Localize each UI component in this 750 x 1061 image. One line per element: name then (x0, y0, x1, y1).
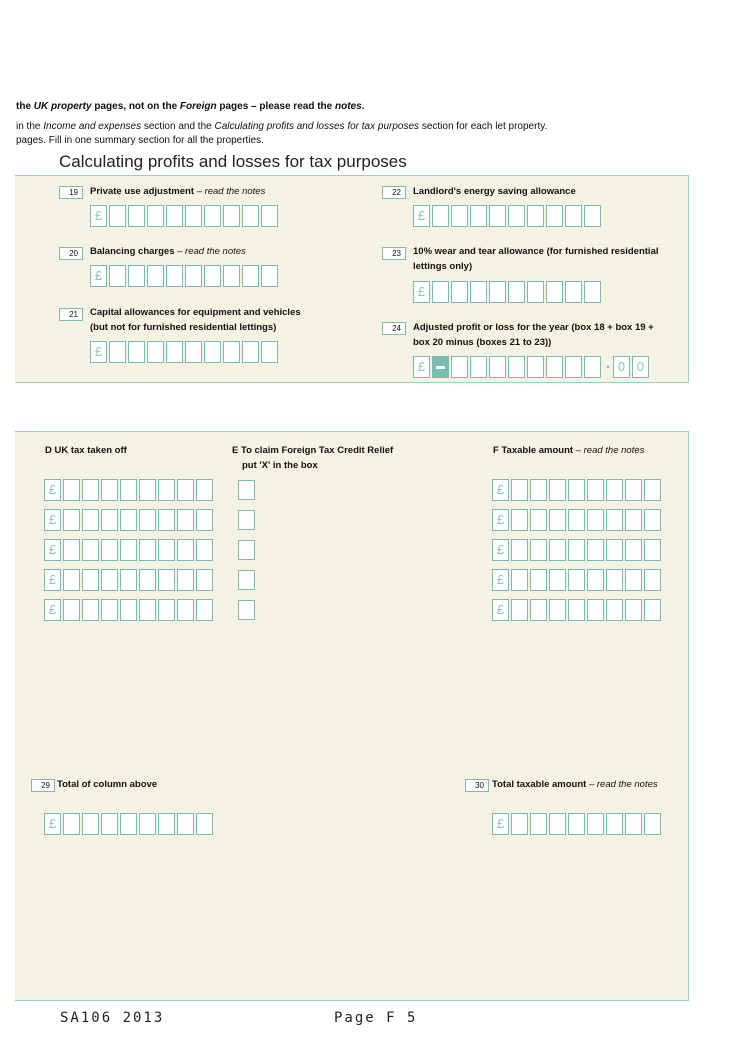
digit-cell[interactable] (120, 539, 137, 561)
digit-cell[interactable] (606, 509, 623, 531)
pound-sign-cell[interactable]: £ (492, 569, 509, 591)
digit-cell[interactable] (242, 265, 259, 287)
pound-sign-cell[interactable]: £ (492, 539, 509, 561)
digit-cell[interactable] (177, 599, 194, 621)
digit-cell[interactable] (625, 813, 642, 835)
wear-and-tear-input[interactable] (413, 281, 603, 303)
digit-cell[interactable] (63, 479, 80, 501)
digit-cell[interactable] (139, 479, 156, 501)
digit-cell[interactable] (120, 569, 137, 591)
digit-cell[interactable] (511, 813, 528, 835)
digit-cell[interactable] (204, 205, 221, 227)
digit-cell[interactable] (568, 479, 585, 501)
digit-cell[interactable] (63, 569, 80, 591)
digit-cell[interactable] (606, 813, 623, 835)
digit-cell[interactable] (470, 205, 487, 227)
digit-cell[interactable] (196, 569, 213, 591)
digit-cell[interactable] (527, 356, 544, 378)
digit-cell[interactable] (158, 509, 175, 531)
digit-cell[interactable] (451, 205, 468, 227)
digit-cell[interactable] (120, 813, 137, 835)
digit-cell[interactable] (139, 813, 156, 835)
digit-cell[interactable] (530, 509, 547, 531)
digit-cell[interactable] (158, 569, 175, 591)
digit-cell[interactable] (432, 205, 449, 227)
digit-cell[interactable] (625, 539, 642, 561)
digit-cell[interactable] (644, 569, 661, 591)
digit-cell[interactable] (139, 599, 156, 621)
digit-cell[interactable] (139, 569, 156, 591)
digit-cell[interactable] (82, 599, 99, 621)
digit-cell[interactable] (242, 341, 259, 363)
digit-cell[interactable] (82, 509, 99, 531)
digit-cell[interactable] (109, 205, 126, 227)
taxable-amount-input[interactable] (492, 569, 663, 591)
pound-sign-cell[interactable]: £ (492, 509, 509, 531)
pence-cell[interactable]: 0 (613, 356, 630, 378)
digit-cell[interactable] (101, 599, 118, 621)
digit-cell[interactable] (584, 281, 601, 303)
pound-sign-cell[interactable]: £ (44, 479, 61, 501)
digit-cell[interactable] (527, 281, 544, 303)
digit-cell[interactable] (196, 599, 213, 621)
digit-cell[interactable] (120, 479, 137, 501)
box-number-23: 23 (382, 247, 406, 260)
foreign-tax-credit-checkbox[interactable] (238, 600, 255, 620)
intro-line-3: pages. Fill in one summary section for all the properties. (16, 135, 264, 146)
digit-cell[interactable] (101, 509, 118, 531)
digit-cell[interactable] (489, 356, 506, 378)
digit-cell[interactable] (568, 813, 585, 835)
pound-sign-cell[interactable]: £ (413, 356, 430, 378)
adjusted-profit-input[interactable] (413, 356, 651, 378)
foreign-tax-credit-checkbox[interactable] (238, 480, 255, 500)
digit-cell[interactable] (511, 599, 528, 621)
digit-cell[interactable] (546, 356, 563, 378)
digit-cell[interactable] (530, 539, 547, 561)
digit-cell[interactable] (204, 265, 221, 287)
digit-cell[interactable] (196, 509, 213, 531)
digit-cell[interactable] (147, 265, 164, 287)
form-reference: SA106 2013 (60, 1010, 165, 1026)
foreign-tax-credit-checkbox[interactable] (238, 540, 255, 560)
column-f-heading: F Taxable amount – read the notes (493, 445, 645, 456)
balancing-charges-label: Balancing charges – read the notes (90, 246, 246, 257)
digit-cell[interactable] (644, 509, 661, 531)
digit-cell[interactable] (196, 539, 213, 561)
box-number-21: 21 (59, 308, 83, 321)
digit-cell[interactable] (158, 599, 175, 621)
digit-cell[interactable] (451, 281, 468, 303)
digit-cell[interactable] (432, 281, 449, 303)
digit-cell[interactable] (568, 599, 585, 621)
digit-cell[interactable] (568, 509, 585, 531)
pound-sign-cell[interactable]: £ (90, 341, 107, 363)
digit-cell[interactable] (489, 281, 506, 303)
digit-cell[interactable] (508, 281, 525, 303)
digit-cell[interactable] (147, 341, 164, 363)
intro-line-1: the UK property pages, not on the Foreign pages – please read the notes. (16, 101, 365, 112)
pound-sign-cell[interactable]: £ (44, 813, 61, 835)
digit-cell[interactable] (158, 539, 175, 561)
decimal-point: · (606, 359, 610, 373)
digit-cell[interactable] (139, 509, 156, 531)
digit-cell[interactable] (109, 265, 126, 287)
minus-sign-cell[interactable] (432, 356, 449, 378)
digit-cell[interactable] (63, 599, 80, 621)
digit-cell[interactable] (204, 341, 221, 363)
digit-cell[interactable] (565, 356, 582, 378)
digit-cell[interactable] (177, 509, 194, 531)
digit-cell[interactable] (508, 356, 525, 378)
foreign-tax-credit-checkbox[interactable] (238, 570, 255, 590)
digit-cell[interactable] (530, 479, 547, 501)
digit-cell[interactable] (549, 479, 566, 501)
box-number-24: 24 (382, 322, 406, 335)
wear-and-tear-label: 10% wear and tear allowance (for furnished residential lettings only) (413, 246, 659, 272)
digit-cell[interactable] (568, 539, 585, 561)
digit-cell[interactable] (625, 509, 642, 531)
capital-allowances-input[interactable] (90, 341, 280, 363)
digit-cell[interactable] (530, 599, 547, 621)
total-taxable-amount-label: Total taxable amount – read the notes (492, 779, 658, 790)
digit-cell[interactable] (511, 509, 528, 531)
digit-cell[interactable] (139, 539, 156, 561)
pound-sign-cell[interactable]: £ (492, 599, 509, 621)
digit-cell[interactable] (546, 281, 563, 303)
digit-cell[interactable] (223, 341, 240, 363)
adjusted-profit-label: Adjusted profit or loss for the year (box 18 + box 19 + box 20 minus (boxes 21 to 23)) (413, 322, 654, 348)
digit-cell[interactable] (185, 341, 202, 363)
digit-cell[interactable] (223, 265, 240, 287)
digit-cell[interactable] (587, 539, 604, 561)
page-number: Page F 5 (334, 1010, 418, 1026)
pound-sign-cell[interactable]: £ (44, 599, 61, 621)
digit-cell[interactable] (101, 813, 118, 835)
digit-cell[interactable] (63, 813, 80, 835)
pound-sign-cell[interactable]: £ (90, 265, 107, 287)
digit-cell[interactable] (177, 479, 194, 501)
taxable-amount-input[interactable] (492, 539, 663, 561)
digit-cell[interactable] (644, 539, 661, 561)
digit-cell[interactable] (584, 356, 601, 378)
digit-cell[interactable] (587, 813, 604, 835)
digit-cell[interactable] (587, 479, 604, 501)
pound-sign-cell[interactable]: £ (492, 813, 509, 835)
box-number-30: 30 (465, 779, 489, 792)
digit-cell[interactable] (261, 341, 278, 363)
digit-cell[interactable] (82, 569, 99, 591)
digit-cell[interactable] (166, 341, 183, 363)
digit-cell[interactable] (606, 569, 623, 591)
foreign-tax-credit-checkbox[interactable] (238, 510, 255, 530)
balancing-charges-input[interactable] (90, 265, 280, 287)
pound-sign-cell[interactable]: £ (413, 205, 430, 227)
pound-sign-cell[interactable]: £ (44, 509, 61, 531)
taxable-amount-input[interactable] (492, 599, 663, 621)
digit-cell[interactable] (101, 539, 118, 561)
pound-sign-cell[interactable]: £ (44, 569, 61, 591)
capital-allowances-label: Capital allowances for equipment and vehicles (but not for furnished residential lettings) (90, 307, 301, 333)
digit-cell[interactable] (261, 265, 278, 287)
uk-tax-taken-off-input[interactable] (44, 509, 215, 531)
taxable-amount-input[interactable] (492, 479, 663, 501)
digit-cell[interactable] (128, 341, 145, 363)
pound-sign-cell[interactable]: £ (90, 205, 107, 227)
digit-cell[interactable] (185, 265, 202, 287)
digit-cell[interactable] (177, 813, 194, 835)
digit-cell[interactable] (530, 813, 547, 835)
private-use-adjustment-input[interactable] (90, 205, 280, 227)
digit-cell[interactable] (606, 479, 623, 501)
digit-cell[interactable] (196, 813, 213, 835)
energy-saving-allowance-input[interactable] (413, 205, 603, 227)
digit-cell[interactable] (530, 569, 547, 591)
digit-cell[interactable] (101, 479, 118, 501)
digit-cell[interactable] (489, 205, 506, 227)
digit-cell[interactable] (568, 569, 585, 591)
digit-cell[interactable] (185, 205, 202, 227)
digit-cell[interactable] (82, 479, 99, 501)
private-use-adjustment-label: Private use adjustment – read the notes (90, 186, 266, 197)
digit-cell[interactable] (587, 569, 604, 591)
digit-cell[interactable] (128, 205, 145, 227)
digit-cell[interactable] (158, 813, 175, 835)
digit-cell[interactable] (565, 205, 582, 227)
digit-cell[interactable] (177, 539, 194, 561)
uk-tax-taken-off-input[interactable] (44, 539, 215, 561)
box-number-22: 22 (382, 186, 406, 199)
digit-cell[interactable] (109, 341, 126, 363)
digit-cell[interactable] (549, 539, 566, 561)
digit-cell[interactable] (223, 205, 240, 227)
digit-cell[interactable] (511, 539, 528, 561)
digit-cell[interactable] (625, 479, 642, 501)
digit-cell[interactable] (511, 479, 528, 501)
digit-cell[interactable] (101, 569, 118, 591)
digit-cell[interactable] (147, 205, 164, 227)
intro-line-2: in the Income and expenses section and the Calculating profits and losses for tax purposes section for each let property. (16, 121, 548, 132)
digit-cell[interactable] (587, 599, 604, 621)
pence-cell[interactable]: 0 (632, 356, 649, 378)
digit-cell[interactable] (120, 509, 137, 531)
box-number-29: 29 (31, 779, 55, 792)
digit-cell[interactable] (470, 356, 487, 378)
digit-cell[interactable] (177, 569, 194, 591)
digit-cell[interactable] (196, 479, 213, 501)
digit-cell[interactable] (606, 599, 623, 621)
total-of-column-label: Total of column above (57, 779, 158, 790)
pound-sign-cell[interactable]: £ (44, 539, 61, 561)
energy-saving-allowance-label: Landlord's energy saving allowance (413, 186, 576, 197)
total-taxable-amount-input[interactable] (492, 813, 663, 835)
digit-cell[interactable] (644, 599, 661, 621)
digit-cell[interactable] (549, 569, 566, 591)
digit-cell[interactable] (63, 509, 80, 531)
digit-cell[interactable] (549, 509, 566, 531)
digit-cell[interactable] (508, 205, 525, 227)
uk-tax-taken-off-input[interactable] (44, 569, 215, 591)
pound-sign-cell[interactable]: £ (492, 479, 509, 501)
pound-sign-cell[interactable]: £ (413, 281, 430, 303)
box-number-19: 19 (59, 186, 83, 199)
digit-cell[interactable] (644, 813, 661, 835)
column-e-heading: E To claim Foreign Tax Credit Relief put 'X' in the box (232, 445, 394, 471)
digit-cell[interactable] (584, 205, 601, 227)
section-title: Calculating profits and losses for tax purposes (59, 152, 407, 171)
digit-cell[interactable] (158, 479, 175, 501)
uk-tax-taken-off-input[interactable] (44, 599, 215, 621)
digit-cell[interactable] (120, 599, 137, 621)
digit-cell[interactable] (587, 509, 604, 531)
column-d-heading: D UK tax taken off (45, 445, 127, 456)
digit-cell[interactable] (565, 281, 582, 303)
digit-cell[interactable] (82, 539, 99, 561)
digit-cell[interactable] (63, 539, 80, 561)
digit-cell[interactable] (82, 813, 99, 835)
digit-cell[interactable] (625, 599, 642, 621)
digit-cell[interactable] (261, 205, 278, 227)
digit-cell[interactable] (166, 265, 183, 287)
digit-cell[interactable] (606, 539, 623, 561)
taxable-amount-input[interactable] (492, 509, 663, 531)
box-number-20: 20 (59, 247, 83, 260)
digit-cell[interactable] (549, 813, 566, 835)
total-of-column-input[interactable] (44, 813, 215, 835)
digit-cell[interactable] (451, 356, 468, 378)
digit-cell[interactable] (527, 205, 544, 227)
digit-cell[interactable] (166, 205, 183, 227)
digit-cell[interactable] (242, 205, 259, 227)
digit-cell[interactable] (644, 479, 661, 501)
uk-tax-taken-off-input[interactable] (44, 479, 215, 501)
digit-cell[interactable] (549, 599, 566, 621)
digit-cell[interactable] (128, 265, 145, 287)
digit-cell[interactable] (511, 569, 528, 591)
digit-cell[interactable] (625, 569, 642, 591)
digit-cell[interactable] (546, 205, 563, 227)
digit-cell[interactable] (470, 281, 487, 303)
